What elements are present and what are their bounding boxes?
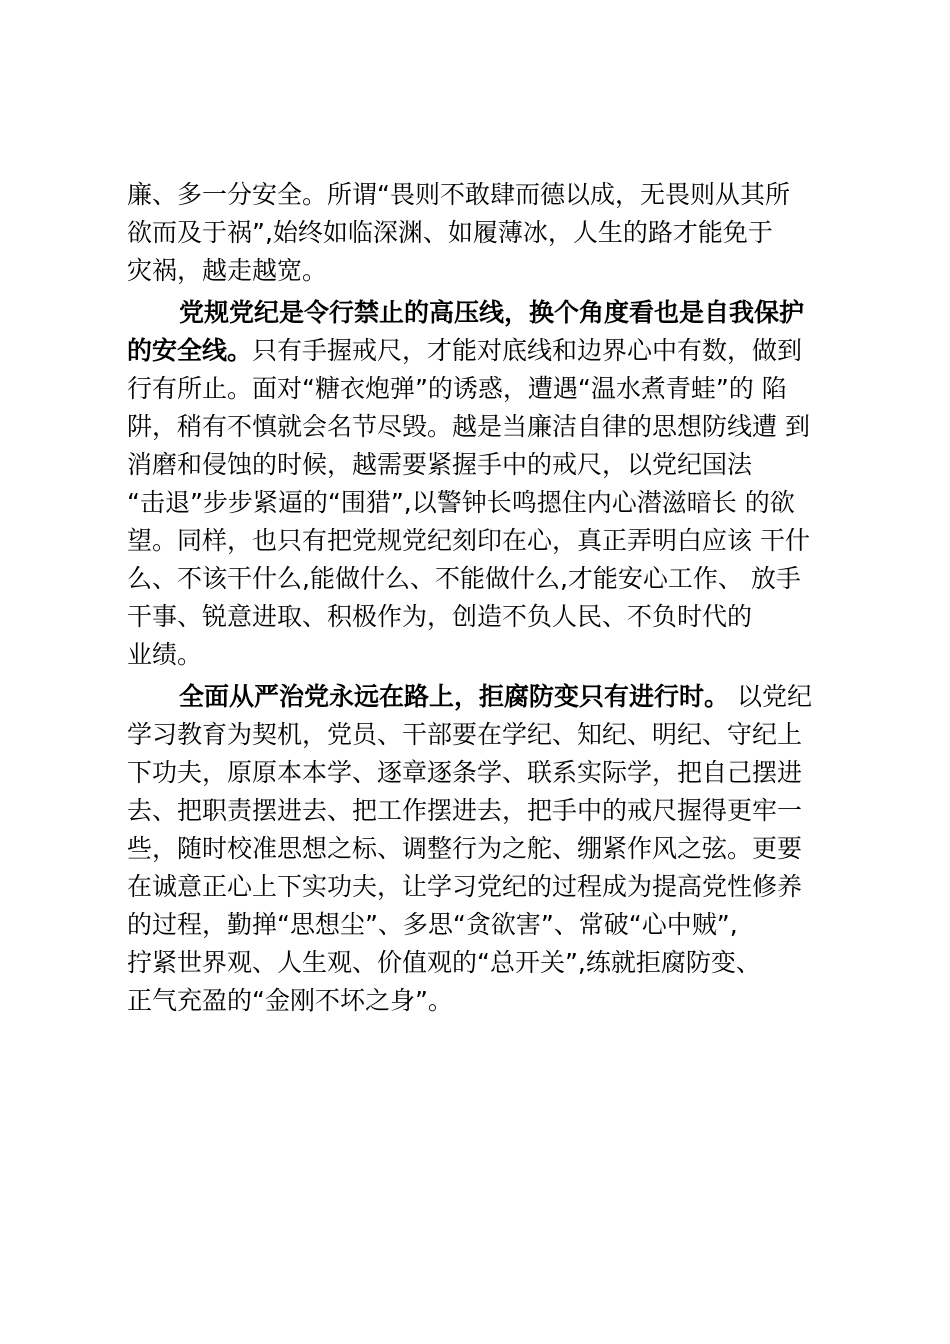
- text-line: 正气充盈的“金刚不坏之身”。: [127, 986, 453, 1015]
- text-line: 行有所止。面对“糖衣炮弹”的诱惑，遭遇“温水煮青蛙”的 陷: [127, 374, 787, 403]
- text-line: 在诚意正心上下实功夫，让学习党纪的过程成为提高党性修养: [127, 872, 803, 901]
- text-line-heading: [127, 294, 852, 332]
- text-line: 拧紧世界观、人生观、价值观的“总开关”,练就拒腐防变、: [127, 948, 761, 977]
- bold-heading-text: 的安全线。: [127, 336, 253, 365]
- text-line: 欲而及于祸”,始终如临深渊、如履薄冰，人生的路才能免于: [127, 218, 773, 247]
- text-line: 去、把职责摆进去、把工作摆进去，把手中的戒尺握得更牢一: [127, 796, 803, 825]
- text-line: “击退”步步紧逼的“围猎”,以警钟长鸣摁住内心潜滋暗长 的欲: [127, 488, 795, 517]
- text-line: 消磨和侵蚀的时候，越需要紧握手中的戒尺，以党纪国法: [127, 450, 753, 479]
- text-line: 的过程，勤掸“思想尘”、多思“贪欲害”、常破“心中贼”,: [127, 910, 738, 939]
- text-line: 望。同样，也只有把党规党纪刻印在心，真正弄明白应该 干什: [127, 526, 810, 555]
- text-line: 学习教育为契机，党员、干部要在学纪、知纪、明纪、守纪上: [127, 720, 803, 749]
- text-line: 阱，稍有不慎就会名节尽毁。越是当廉洁自律的思想防线遭 到: [127, 412, 810, 441]
- bold-heading-text: 全面从严治党永远在路上，拒腐防变只有进行时。: [179, 682, 730, 711]
- body-text: 只有手握戒尺，才能对底线和边界心中有数，做到: [252, 336, 803, 365]
- paragraph-2: [127, 294, 852, 674]
- text-line: 灾祸，越走越宽。: [127, 256, 328, 285]
- text-line-heading: [127, 678, 852, 716]
- paragraph-3: [127, 678, 852, 1020]
- paragraph-1: [127, 176, 852, 290]
- text-line: 业绩。: [127, 640, 203, 669]
- bold-heading-text: 党规党纪是令行禁止的高压线，换个角度看也是自我保护: [179, 298, 805, 327]
- text-line: 么、不该干什么,能做什么、不能做什么,才能安心工作、 放手: [127, 564, 801, 593]
- text-line: [127, 332, 852, 370]
- text-line: 廉、多一分安全。所谓“畏则不敢肆而德以成，无畏则从其所: [127, 180, 790, 209]
- text-line: 下功夫，原原本本学、逐章逐条学、联系实际学，把自己摆进: [127, 758, 803, 787]
- body-text: 以党纪: [729, 682, 812, 711]
- text-line: 干事、锐意进取、积极作为，创造不负人民、不负时代的: [127, 602, 753, 631]
- document-body: [127, 176, 852, 1020]
- text-line: 些，随时校准思想之标、调整行为之舵、绷紧作风之弦。更要: [127, 834, 803, 863]
